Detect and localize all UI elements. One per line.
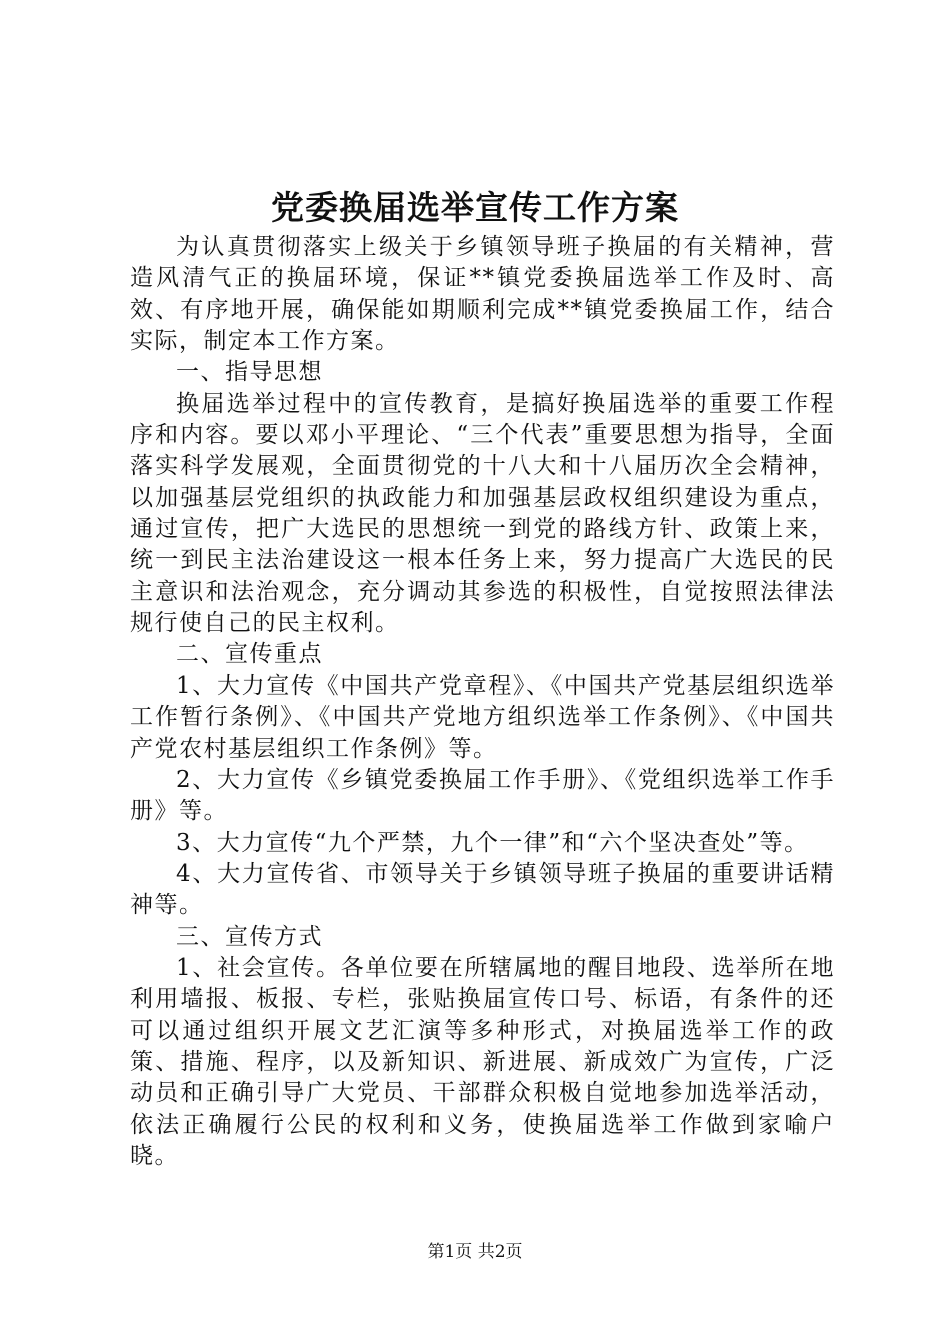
intro-paragraph: 为认真贯彻落实上级关于乡镇领导班子换届的有关精神，营造风清气正的换届环境，保证**镇党委换届选举工作及时、高效、有序地开展，确保能如期顺利完成**镇党委换届工作，结合实际，制定本工作方案。 (130, 234, 835, 355)
document-body (130, 232, 835, 1172)
guiding-ideology-paragraph: 换届选举过程中的宣传教育，是搞好换届选举的重要工作程序和内容。要以邓小平理论、“三个代表”重要思想为指导，全面落实科学发展观，全面贯彻党的十八大和十八届历次全会精神，以加强基层党组织的执政能力和加强基层政权组织建设为重点，通过宣传，把广大选民的思想统一到党的路线方针、政策上来，统一到民主法治建设这一根本任务上来，努力提高广大选民的民主意识和法治观念，充分调动其参选的积极性，自觉按照法律法规行使自己的民主权利。 (130, 390, 835, 637)
publicity-focus-item-1: 1、大力宣传《中国共产党章程》、《中国共产党基层组织选举工作暂行条例》、《中国共产党地方组织选举工作条例》、《中国共产党农村基层组织工作条例》等。 (130, 672, 835, 762)
publicity-focus-item-4: 4、大力宣传省、市领导关于乡镇领导班子换届的重要讲话精神等。 (130, 860, 835, 919)
publicity-method-item-1: 1、社会宣传。各单位要在所辖属地的醒目地段、选举所在地利用墙报、板报、专栏，张贴换届宣传口号、标语，有条件的还可以通过组织开展文艺汇演等多种形式，对换届选举工作的政策、措施、程序，以及新知识、新进展、新成效广为宣传，广泛动员和正确引导广大党员、干部群众积极自觉地参加选举活动，依法正确履行公民的权利和义务，使换届选举工作做到家喻户晓。 (130, 954, 835, 1169)
publicity-focus-item-3: 3、大力宣传“九个严禁，九个一律”和“六个坚决查处”等。 (176, 829, 809, 856)
document-title: 党委换届选举宣传工作方案 (271, 188, 679, 227)
page-footer: 第1页 共2页 (427, 1242, 523, 1262)
publicity-focus-item-2: 2、大力宣传《乡镇党委换届工作手册》、《党组织选举工作手册》等。 (130, 766, 835, 825)
section-heading-publicity-focus: 二、宣传重点 (176, 641, 323, 668)
section-heading-guiding-ideology: 一、指导思想 (176, 359, 323, 386)
section-heading-publicity-methods: 三、宣传方式 (176, 923, 323, 950)
